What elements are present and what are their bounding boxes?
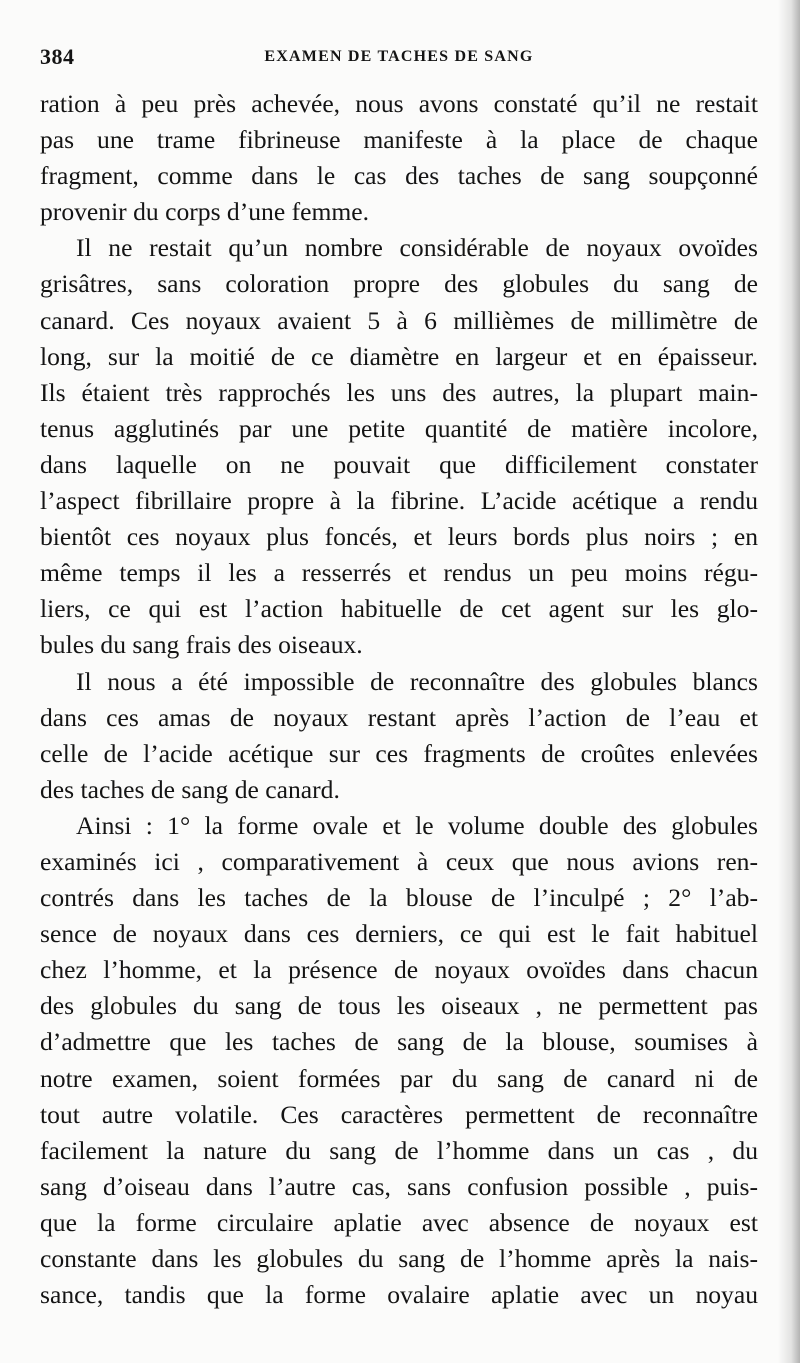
- text-line: notre examen, soient formées par du sang de canard ni de: [40, 1063, 758, 1093]
- text-line: pas une trame fibrineuse manifeste à la place de chaque: [40, 125, 758, 155]
- text-line: Il ne restait qu’un nombre considérable de noyaux ovoïdes: [76, 233, 758, 263]
- text-line: fragment, comme dans le cas des taches de sang soupçonné: [40, 161, 758, 191]
- text-line: liers, ce qui est l’action habituelle de cet agent sur les glo-: [40, 594, 758, 624]
- text-line: des taches de sang de canard.: [40, 774, 340, 804]
- text-line: chez l’homme, et la présence de noyaux ovoïdes dans chacun: [40, 955, 758, 985]
- page-edge-shadow: [778, 0, 800, 1363]
- paragraph: [40, 86, 758, 230]
- text-line: contrés dans les taches de la blouse de l’inculpé ; 2° l’ab-: [40, 883, 758, 913]
- text-line: tenus agglutinés par une petite quantité de matière incolore,: [40, 413, 758, 443]
- text-line: grisâtres, sans coloration propre des globules du sang de: [40, 269, 758, 299]
- page-number: 384: [40, 44, 75, 69]
- text-line: Il nous a été impossible de reconnaître des globules blancs: [76, 666, 758, 696]
- text-line: celle de l’acide acétique sur ces fragments de croûtes enlevées: [40, 738, 758, 768]
- text-line: des globules du sang de tous les oiseaux , ne permettent pas: [40, 991, 758, 1021]
- text-line: sang d’oiseau dans l’autre cas, sans confusion possible , puis-: [40, 1171, 758, 1201]
- text-line: sance, tandis que la forme ovalaire aplatie avec un noyau: [40, 1280, 758, 1310]
- page-header: [40, 44, 758, 74]
- text-line: canard. Ces noyaux avaient 5 à 6 millièmes de millimètre de: [40, 305, 758, 335]
- body-text: [40, 86, 758, 1313]
- text-line: long, sur la moitié de ce diamètre en largeur et en épaisseur.: [40, 341, 758, 371]
- paragraph: [40, 230, 758, 663]
- text-line: que la forme circulaire aplatie avec absence de noyaux est: [40, 1207, 758, 1237]
- text-line: l’aspect fibrillaire propre à la fibrine. L’acide acétique a rendu: [40, 486, 758, 516]
- text-line: examinés ici , comparativement à ceux que nous avions ren-: [40, 846, 758, 876]
- paragraph: [40, 808, 758, 1313]
- text-line: provenir du corps d’une femme.: [40, 197, 370, 227]
- running-title: EXAMEN DE TACHES DE SANG: [264, 48, 534, 65]
- paragraph: [40, 664, 758, 808]
- text-line: Ainsi : 1° la forme ovale et le volume double des globules: [76, 810, 758, 840]
- text-line: sence de noyaux dans ces derniers, ce qui est le fait habituel: [40, 919, 758, 949]
- text-line: Ils étaient très rapprochés les uns des autres, la plupart main-: [40, 377, 758, 407]
- text-line: dans laquelle on ne pouvait que difficilement constater: [40, 449, 758, 479]
- text-line: tout autre volatile. Ces caractères permettent de reconnaître: [40, 1099, 758, 1129]
- text-line: facilement la nature du sang de l’homme dans un cas , du: [40, 1135, 758, 1165]
- text-line: constante dans les globules du sang de l’homme après la nais-: [40, 1244, 758, 1273]
- text-line: bientôt ces noyaux plus foncés, et leurs bords plus noirs ; en: [40, 522, 758, 552]
- text-line: ration à peu près achevée, nous avons constaté qu’il ne restait: [40, 89, 758, 118]
- text-line: bules du sang frais des oiseaux.: [40, 630, 363, 660]
- text-line: d’admettre que les taches de sang de la blouse, soumises à: [40, 1027, 758, 1057]
- text-line: dans ces amas de noyaux restant après l’action de l’eau et: [40, 702, 758, 732]
- text-line: même temps il les a resserrés et rendus un peu moins régu-: [40, 558, 758, 588]
